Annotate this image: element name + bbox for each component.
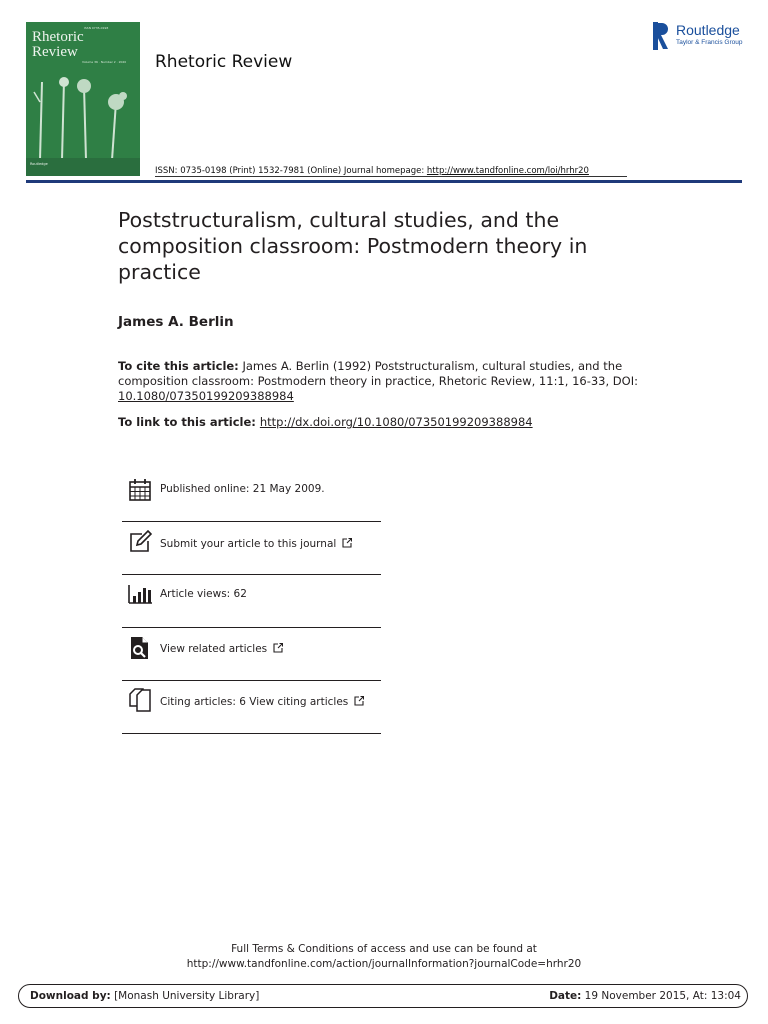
download-by: Download by: [Monash University Library] [30,990,260,1002]
routledge-logo-icon [653,22,669,50]
related-row[interactable] [122,634,381,686]
doi-link[interactable]: 10.1080/07350199209388984 [118,389,294,403]
article-views: Article views: 62 [160,588,247,600]
calendar-icon [128,478,152,502]
divider [122,627,381,628]
divider [122,680,381,681]
cover-title: Rhetoric Review [32,29,84,60]
publisher-tagline: Taylor & Francis Group [676,39,743,46]
cover-volume: Volume 36 · Number 2 · 2020 [82,60,127,64]
terms-url[interactable]: http://www.tandfonline.com/action/journalInformation?journalCode=hrhr20 [186,958,582,970]
citing-row[interactable] [122,686,381,738]
header-rule [26,180,742,183]
submit-link[interactable]: Submit your article to this journal [160,538,352,550]
external-link-icon [354,696,364,706]
issn-line: ISSN: 0735-0198 (Print) 1532-7981 (Online) Journal homepage: http://www.tandfonline.com/loi/hrhr20 [155,166,589,176]
cover-footer-strip [26,158,140,176]
cover-plants-illustration [26,72,140,162]
article-link-line: To link to this article: http://dx.doi.org/10.1080/07350199209388984 [118,415,533,429]
edit-icon [128,530,152,554]
publisher-name: Routledge [676,22,740,38]
divider [122,574,381,575]
citing-articles-link[interactable]: Citing articles: 6 View citing articles [160,696,364,708]
download-date: Date: 19 November 2015, At: 13:04 [549,990,741,1002]
cover-publisher: Routledge [30,162,48,166]
published-date: Published online: 21 May 2009. [160,483,325,495]
citation-block: To cite this article: James A. Berlin (1992) Poststructuralism, cultural studies, and the composition classroom: Postmodern theory in practice, Rhetoric Review, 11:1, 16-33, DOI: 10.1080/07350199209388984 [118,359,638,403]
journal-name: Rhetoric Review [155,52,293,72]
cover-issn: ISSN 0735-0198 [84,26,109,30]
external-link-icon [342,538,352,548]
divider [122,733,381,734]
external-link-icon [273,643,283,653]
citing-documents-icon [128,688,152,712]
terms-notice: Full Terms & Conditions of access and use can be found at http://www.tandfonline.com/action/journalInformation?journalCode=hrhr20 [0,942,768,972]
article-author: James A. Berlin [118,314,234,330]
document-search-icon [128,636,152,660]
journal-homepage-link[interactable]: http://www.tandfonline.com/loi/hrhr20 [426,166,589,176]
article-title: Poststructuralism, cultural studies, and the composition classroom: Postmodern theory in practice [118,208,588,284]
header-thin-rule [155,176,627,177]
related-articles-link[interactable]: View related articles [160,643,283,655]
bar-chart-icon [128,582,152,606]
journal-cover [26,22,140,176]
submit-row[interactable] [122,528,381,580]
article-doi-url[interactable]: http://dx.doi.org/10.1080/07350199209388984 [259,415,533,429]
views-row [122,580,381,632]
divider [122,521,381,522]
